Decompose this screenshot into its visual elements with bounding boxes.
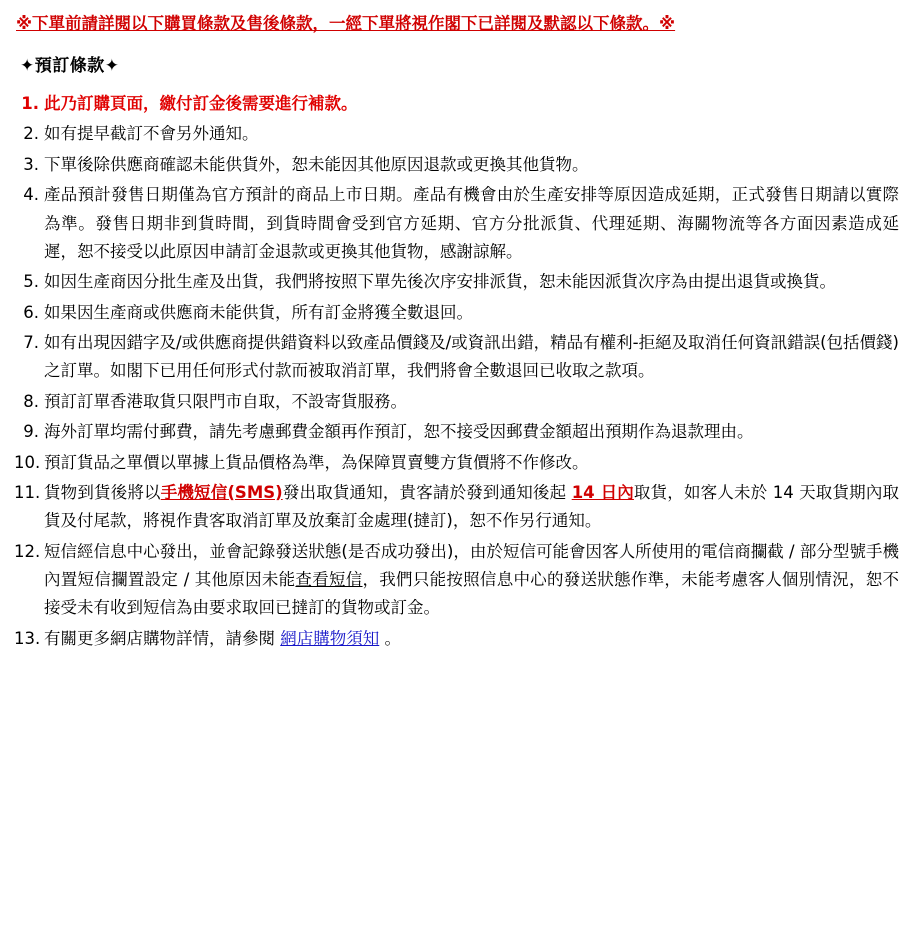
term-text [44,625,899,653]
text-run: 如有出現因錯字及/或供應商提供錯資料以致產品價錢及/或資訊出錯，精品有權利-拒絕及取消任何資訊錯誤(包括價錢) 之訂單。如閣下已用任何形式付款而被取消訂單，我們將會全數退回已收取之款項。 [44,333,899,381]
text-run: ，我們只能按照信息中心的發送狀態作準，未能考慮客人個別情況，恕不接受未有收到短信為由要求取回已撻訂的貨物或訂金。 [44,570,899,618]
text-run: 貨物到貨後將以 [44,482,161,502]
text-run: 取貨，如客人未於 14 天取貨期內取貨及付尾款，將視作貴客取消訂單及放棄訂金處理(撻訂)，恕不作另行通知。 [44,482,899,531]
text-run: 短信經信息中心發出，並會記錄發送狀態(是否成功發出)，由於短信可能會因客人所使用的電信商攔截 / 部分型號手機內置短信攔置設定 / 其他原因未能 [44,541,899,590]
term-number: 5. [23,272,39,292]
term-text [44,151,899,179]
term-number: 3. [23,154,39,174]
term-item [14,299,899,327]
purchase-notice-banner: ※下單前請詳閱以下購買條款及售後條款，一經下單將視作閣下已詳閱及默認以下條款。※ [16,14,676,33]
term-text [44,538,899,623]
term-number: 9. [23,422,39,442]
term-item [14,120,899,148]
term-item [14,538,899,623]
term-number: 13. [14,628,41,648]
term-item [14,151,899,179]
text-run: 如有提早截訂不會另外通知。 [44,124,259,144]
term-text [44,449,899,477]
term-number: 4. [23,185,39,205]
term-text [44,181,899,266]
page-title: ✦預訂條款✦ [20,56,120,77]
term-number: 7. [23,333,39,353]
text-run: 此乃訂購頁面，繳付訂金後需要進行補款。 [44,94,358,114]
text-run: 產品預計發售日期僅為官方預計的商品上市日期。產品有機會由於生產安排等原因造成延期，正式發售日期請以實際為準。發售日期非到貨時間，到貨時間會受到官方延期、官方分批派貨、代理延期、海關物流等各方面因素造成延遲，恕不接受以此原因申請訂金退款或更換其他貨物，感謝諒解。 [44,185,899,261]
term-text [44,388,899,416]
term-text [44,329,899,386]
text-run: 海外訂單均需付郵費，請先考慮郵費金額再作預訂，恕不接受因郵費金額超出預期作為退款理由。 [44,422,754,442]
term-item [14,418,899,446]
term-number: 6. [23,302,39,322]
term-text [44,90,899,118]
text-run: 如因生產商因分批生產及出貨，我們將按照下單先後次序安排派貨，恕未能因派貨次序為由提出退貨或換貨。 [44,272,836,292]
term-item [14,388,899,416]
term-item [14,329,899,386]
term-item [14,268,899,296]
emphasis-text: 14 日內 [571,482,634,502]
terms-list [14,90,899,653]
term-text [44,268,899,296]
underlined-text: 查看短信 [295,570,363,590]
term-text [44,120,899,148]
term-text [44,299,899,327]
term-number: 2. [23,124,39,144]
term-number: 12. [14,541,41,561]
term-number: 11. [14,482,41,502]
term-item [14,181,899,266]
text-run: 預訂貨品之單價以單據上貨品價格為準，為保障買賣雙方貨價將不作修改。 [44,452,589,472]
term-item [14,479,899,536]
text-run: 。 [379,628,401,648]
term-text [44,479,899,536]
text-run: 下單後除供應商確認未能供貨外，恕未能因其他原因退款或更換其他貨物。 [44,154,589,174]
text-run: 如果因生產商或供應商未能供貨，所有訂金將獲全數退回。 [44,302,473,322]
shop-guide-link[interactable]: 網店購物須知 [280,628,380,648]
emphasis-text: 手機短信(SMS) [160,482,283,502]
text-run: 預訂訂單香港取貨只限門市自取，不設寄貨服務。 [44,391,407,411]
term-number: 1. [21,94,39,114]
text-run: 發出取貨通知，貴客請於發到通知後起 [282,482,572,502]
term-item [14,625,899,653]
term-number: 8. [23,391,39,411]
term-number: 10. [14,452,41,472]
term-text [44,418,899,446]
term-item [14,90,899,118]
term-item [14,449,899,477]
text-run: 有關更多網店購物詳情，請參閱 [44,628,281,648]
